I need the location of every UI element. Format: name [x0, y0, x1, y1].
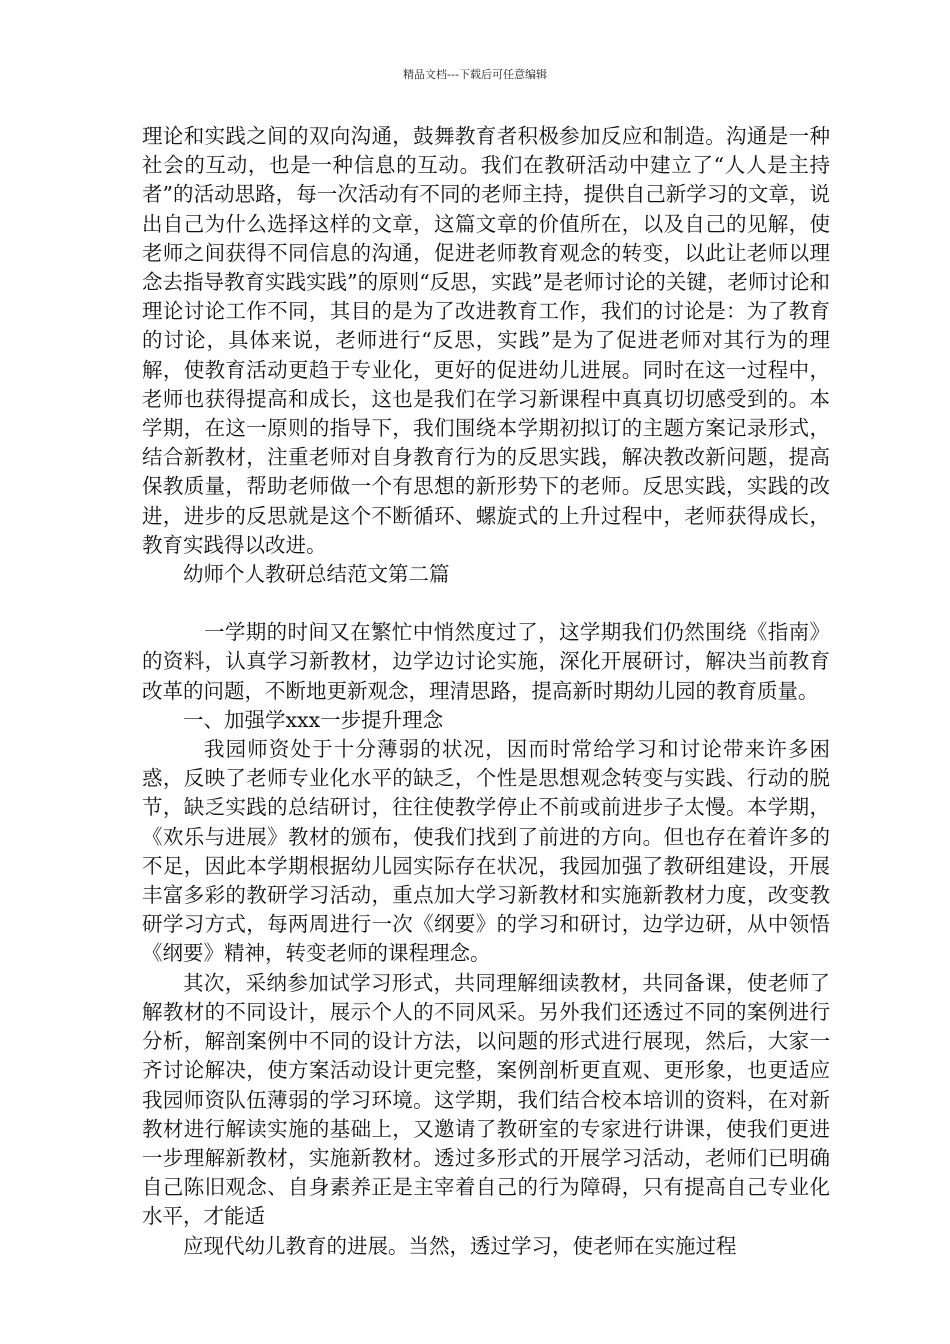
section-heading-1: 一、加强学xxx一步提升理念	[183, 707, 444, 732]
document-body	[142, 122, 830, 1261]
page-header: 精品文档---下载后可任意编辑	[403, 68, 547, 81]
section-title: 幼师个人教研总结范文第二篇	[183, 562, 450, 587]
paragraph-section-1: 我园师资处于十分薄弱的状况，因而时常给学习和讨论带来许多困惑，反映了老师专业化水平的缺乏，个性是思想观念转变与实践、行动的脱节，缺乏实践的总结研讨，往往使教学停止不前或前进步子太慢。本学期，《欢乐与进展》教材的颁布，使我们找到了前进的方向。但也存在着许多的不足，因此本学期根据幼儿园实际存在状况，我园加强了教研组建设，开展丰富多彩的教研学习活动，重点加大学习新教材和实施新教材力度，改变教研学习方式，每两周进行一次《纲要》的学习和研讨，边学边研，从中领悟《纲要》精神，转变老师的课程理念。	[142, 737, 830, 966]
paragraph-continuation: 理论和实践之间的双向沟通，鼓舞教育者积极参加反应和制造。沟通是一种社会的互动，也是一种信息的互动。我们在教研活动中建立了“人人是主持者”的活动思路，每一次活动有不同的老师主持，提供自己新学习的文章，说出自己为什么选择这样的文章，这篇文章的价值所在，以及自己的见解，使老师之间获得不同信息的沟通，促进老师教育观念的转变，以此让老师以理念去指导教育实践实践”的原则“反思，实践”是老师讨论的关键，老师讨论和理论讨论工作不同，其目的是为了改进教育工作，我们的讨论是：为了教育的讨论，具体来说，老师进行“反思，实践”是为了促进老师对其行为的理解，使教育活动更趋于专业化，更好的促进幼儿进展。同时在这一过程中，老师也获得提高和成长，这也是我们在学习新课程中真真切切感受到的。本学期，在这一原则的指导下，我们围绕本学期初拟订的主题方案记录形式，结合新教材，注重老师对自身教育行为的反思实践，解决教改新问题，提高保教质量，帮助老师做一个有思想的新形势下的老师。反思实践，实践的改进，进步的反思就是这个不断循环、螺旋式的上升过程中，老师获得成长，教育实践得以改进。	[142, 124, 830, 557]
paragraph-second: 其次，采纳参加试学习形式，共同理解细读教材，共同备课，使老师了解教材的不同设计，展示个人的不同风采。另外我们还透过不同的案例进行分析，解剖案例中不同的设计方法，以问题的形式进行展现，然后，大家一齐讨论解决，使方案活动设计更完整，案例剖析更直观、更形象，也更适应我园师资队伍薄弱的学习环境。这学期，我们结合校本培训的资料，在对新教材进行解读实施的基础上，又邀请了教研室的专家进行讲课，使我们更进一步理解新教材，实施新教材。透过多形式的开展学习活动，老师们已明确自己陈旧观念、自身素养正是主宰着自己的行为障碍，只有提高自己专业化水平，才能适	[142, 970, 830, 1229]
blank-line	[142, 589, 830, 618]
paragraph-last: 应现代幼儿教育的进展。当然，透过学习，使老师在实施过程	[183, 1233, 737, 1258]
paragraph-intro: 一学期的时间又在繁忙中悄然度过了，这学期我们仍然围绕《指南》的资料，认真学习新教材，边学边讨论实施，深化开展研讨，解决当前教育改革的问题，不断地更新观念，理清思路，提高新时期幼儿园的教育质量。	[142, 620, 830, 703]
